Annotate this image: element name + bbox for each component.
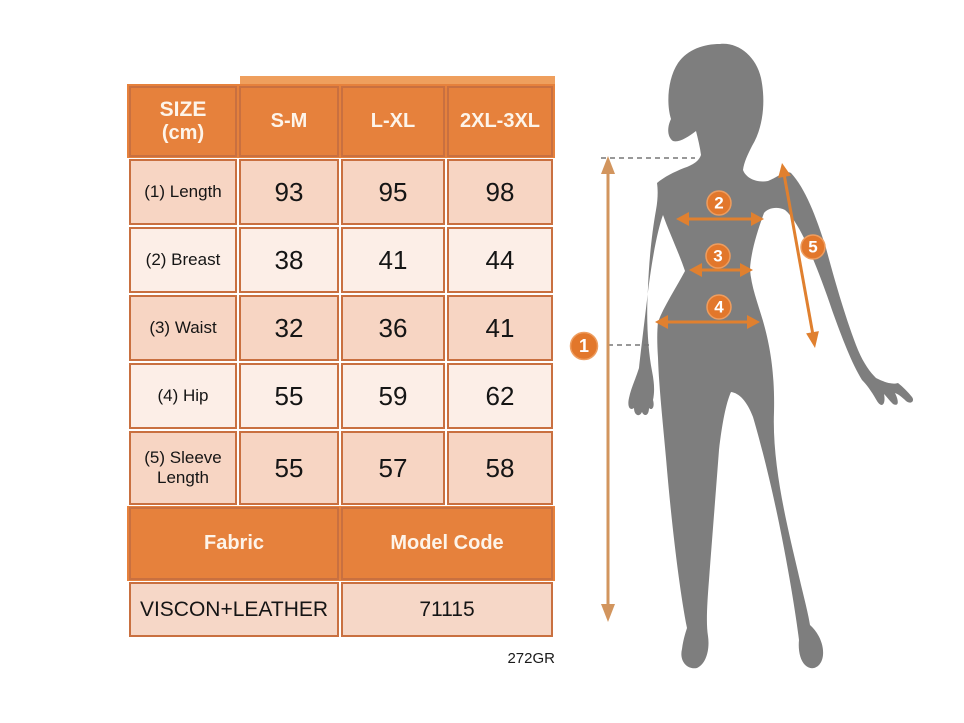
- marker-badge-4-label: 4: [714, 297, 724, 317]
- size-title: SIZE: [159, 97, 207, 121]
- hip-value-sm: 55: [239, 363, 339, 429]
- size-header-cell: [129, 86, 237, 157]
- fabric-value: VISCON+LEATHER: [129, 582, 339, 637]
- marker-badge-3-label: 3: [713, 246, 723, 266]
- sleeve-value-lxl: 57: [341, 431, 445, 505]
- size-table-header-row: [129, 86, 553, 157]
- info-header-row: [129, 507, 553, 580]
- decorative-top-strip: [240, 76, 555, 84]
- column-header-2xl3xl: 2XL-3XL: [447, 86, 553, 157]
- breast-value-sm: 38: [239, 227, 339, 293]
- row-label-breast: (2) Breast: [129, 227, 237, 293]
- marker-badge-1: [571, 333, 598, 360]
- marker-badge-4: [707, 295, 731, 319]
- body-silhouette-figure: [628, 44, 913, 668]
- waist-value-lxl: 36: [341, 295, 445, 361]
- fabric-header-cell: Fabric: [129, 507, 339, 580]
- column-header-sm: S-M: [239, 86, 339, 157]
- row-label-waist: (3) Waist: [129, 295, 237, 361]
- waist-value-2xl3xl: 41: [447, 295, 553, 361]
- size-table: [127, 84, 555, 639]
- length-value-sm: 93: [239, 159, 339, 225]
- model-code-header-cell: Model Code: [341, 507, 553, 580]
- marker-badge-1-label: 1: [578, 336, 590, 356]
- marker-badge-3: [706, 244, 730, 268]
- table-row-breast: [129, 227, 553, 293]
- column-header-lxl: L-XL: [341, 86, 445, 157]
- table-row-waist: [129, 295, 553, 361]
- row-label-length: (1) Length: [129, 159, 237, 225]
- marker-badge-2: [707, 191, 731, 215]
- table-row-length: [129, 159, 553, 225]
- table-row-sleeve: [129, 431, 553, 505]
- marker-badge-2-label: 2: [714, 193, 724, 213]
- hip-value-2xl3xl: 62: [447, 363, 553, 429]
- breast-value-2xl3xl: 44: [447, 227, 553, 293]
- product-code-footnote: 272GR: [507, 650, 555, 667]
- sleeve-value-2xl3xl: 58: [447, 431, 553, 505]
- marker-badge-5: [801, 235, 825, 259]
- measurement-diagram: [560, 20, 940, 710]
- length-arrow: [601, 156, 615, 622]
- row-label-sleeve: (5) Sleeve Length: [129, 431, 237, 505]
- breast-value-lxl: 41: [341, 227, 445, 293]
- info-value-row: [129, 582, 553, 637]
- marker-badge-5-label: 5: [808, 237, 818, 257]
- length-value-lxl: 95: [341, 159, 445, 225]
- row-label-hip: (4) Hip: [129, 363, 237, 429]
- sleeve-value-sm: 55: [239, 431, 339, 505]
- table-row-hip: [129, 363, 553, 429]
- waist-value-sm: 32: [239, 295, 339, 361]
- size-unit: (cm): [161, 122, 205, 145]
- hip-value-lxl: 59: [341, 363, 445, 429]
- length-value-2xl3xl: 98: [447, 159, 553, 225]
- model-code-value: 71115: [341, 582, 553, 637]
